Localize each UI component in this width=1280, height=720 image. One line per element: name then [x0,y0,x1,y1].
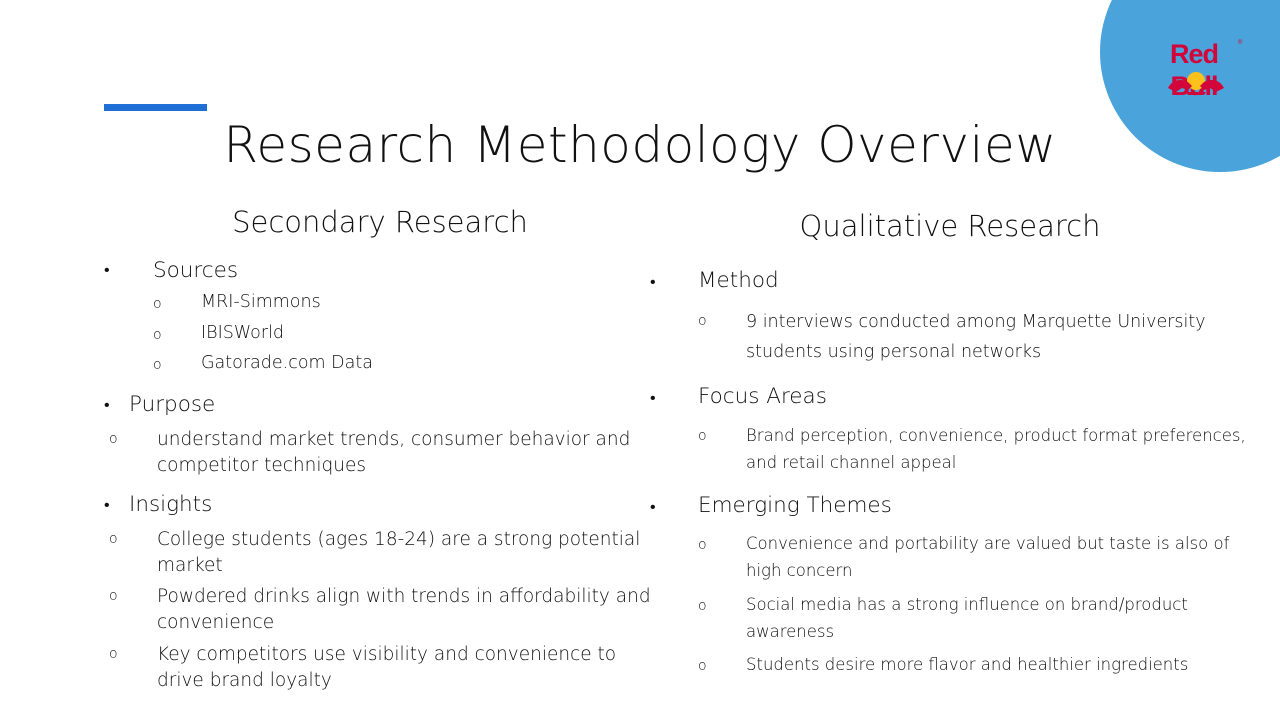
bullet-icon: • [650,497,656,516]
bullet-icon: • [650,272,656,291]
sub-bullet-icon: o [698,658,707,674]
sub-bullet-icon: o [698,428,707,444]
sub-bullet-icon: o [109,531,118,547]
secondary-research-heading: Secondary Research [232,205,528,239]
sub-bullet-icon: o [698,313,707,329]
sub-bullet-icon: o [698,537,707,553]
source-item: IBISWorld [201,323,285,343]
logo-wordmark: Red [1169,39,1218,69]
method-item: 9 interviews conducted among Marquette University students using personal networks [746,312,1206,362]
section-label-sources: Sources [153,258,239,283]
sub-bullet-icon: o [109,646,118,662]
logo-registered-mark: ® [1238,40,1243,46]
theme-item: Convenience and portability are valued but taste is also of high concern [746,534,1230,580]
qualitative-research-heading: Qualitative Research [799,209,1101,243]
insight-item: College students (ages 18-24) are a strong potential market [157,529,641,576]
section-label-focus-areas: Focus Areas [698,384,827,409]
bullet-icon: • [104,495,110,514]
sub-bullet-icon: o [153,357,162,373]
focus-area-item: Brand perception, convenience, product format preferences, and retail channel appeal [746,426,1246,472]
section-label-method: Method [698,268,779,293]
bullet-icon: • [104,260,110,279]
theme-item: Social media has a strong influence on brand/product awareness [746,595,1188,641]
bullet-icon: • [650,388,656,407]
insight-item: Powdered drinks align with trends in affordability and convenience [157,586,651,633]
sub-bullet-icon: o [153,296,162,312]
source-item: MRI-Simmons [201,292,321,312]
section-label-insights: Insights [129,492,213,517]
red-bull-logo [1146,38,1242,98]
insight-item: Key competitors use visibility and convenience to drive brand loyalty [157,644,617,691]
section-label-emerging-themes: Emerging Themes [698,493,892,518]
sub-bullet-icon: o [153,327,162,343]
source-item: Gatorade.com Data [201,353,373,373]
sub-bullet-icon: o [109,431,118,447]
section-label-purpose: Purpose [129,392,216,417]
sub-bullet-icon: o [698,598,707,614]
purpose-item: understand market trends, consumer behavior and competitor techniques [157,429,631,476]
slide-title: Research Methodology Overview [223,116,1057,174]
title-accent-bar [104,104,207,111]
charging-bulls-icon [1166,68,1226,96]
sub-bullet-icon: o [109,588,118,604]
bullet-icon: • [104,395,110,414]
theme-item: Students desire more flavor and healthier ingredients [746,655,1189,674]
